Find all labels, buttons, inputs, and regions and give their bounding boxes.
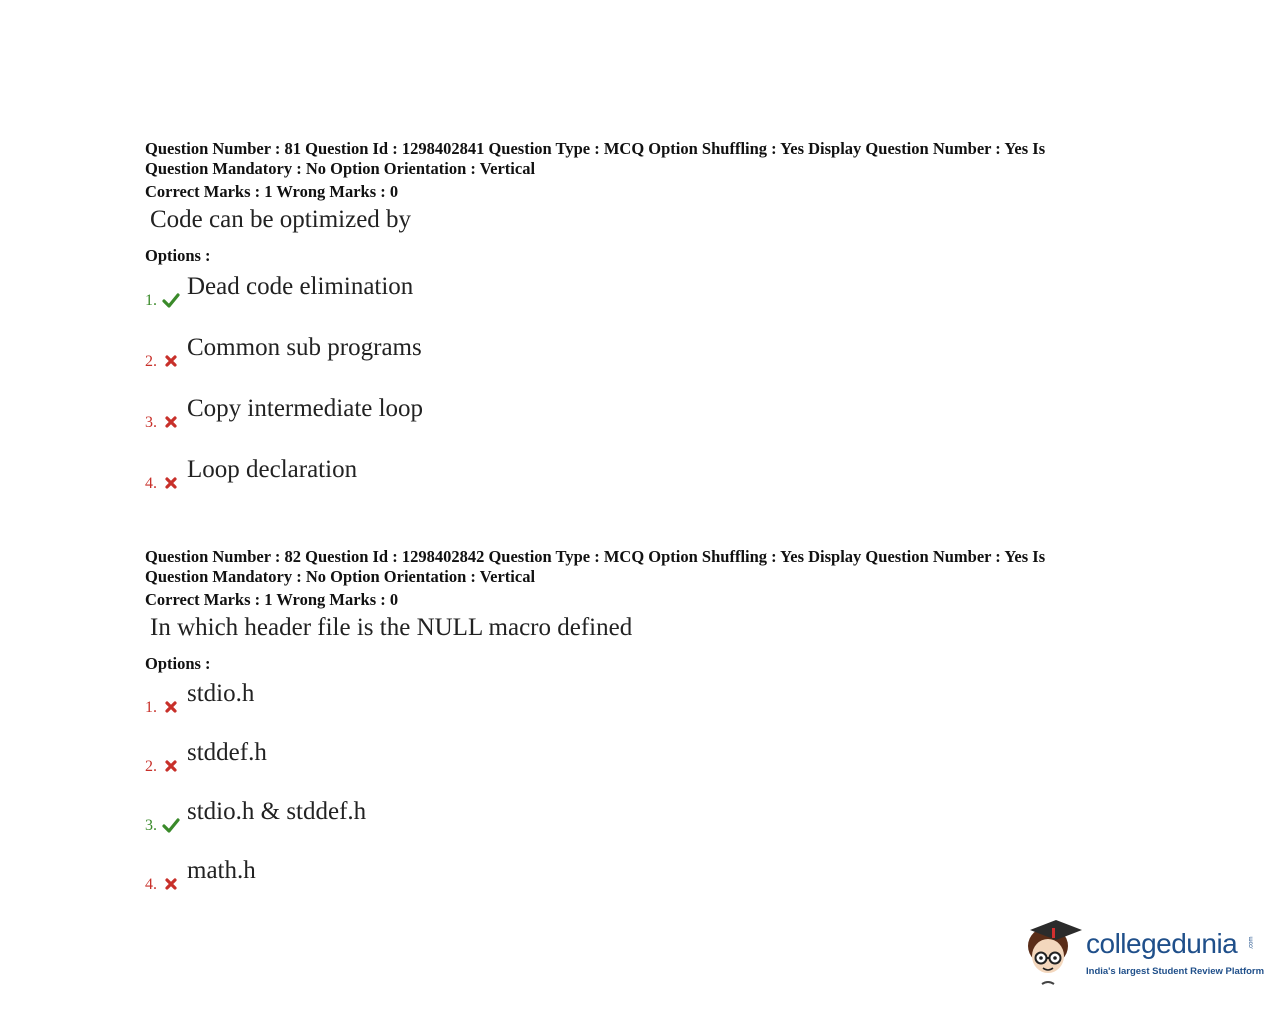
question-81 — [145, 139, 1105, 516]
options-label: Options : — [145, 246, 211, 265]
option-4 — [145, 856, 1105, 915]
option-3 — [145, 394, 1105, 455]
option-number: 2. — [145, 758, 157, 775]
cross-icon — [162, 757, 180, 775]
option-1 — [145, 272, 1105, 333]
option-number: 3. — [145, 414, 157, 431]
option-4 — [145, 455, 1105, 516]
option-3 — [145, 797, 1105, 856]
mascot-icon — [1022, 916, 1084, 988]
brand-tagline: India's largest Student Review Platform — [1086, 966, 1265, 977]
option-text: Copy intermediate loop — [187, 395, 424, 422]
question-82 — [145, 547, 1105, 915]
question-marks: Correct Marks : 1 Wrong Marks : 0 — [145, 182, 399, 201]
option-2 — [145, 738, 1105, 797]
question-meta — [145, 139, 1105, 179]
option-number: 4. — [145, 475, 157, 492]
cross-icon — [162, 474, 180, 492]
check-icon — [162, 291, 180, 309]
options-list — [145, 679, 1105, 915]
question-text: Code can be optimized by — [150, 206, 412, 233]
option-2 — [145, 333, 1105, 394]
question-text: In which header file is the NULL macro defined — [150, 614, 633, 641]
options-list — [145, 272, 1105, 516]
option-number: 1. — [145, 699, 157, 716]
cross-icon — [162, 413, 180, 431]
options-label: Options : — [145, 654, 211, 673]
option-number: 1. — [145, 292, 157, 309]
option-number: 2. — [145, 353, 157, 370]
question-meta-line1: Question Number : 81 Question Id : 1298402841 Question Type : MCQ Option Shuffling : Yes Display Question Number : Yes Is — [145, 139, 1046, 158]
question-meta-line2: Question Mandatory : No Option Orientation : Vertical — [145, 159, 536, 178]
brand-name: collegedunia — [1086, 928, 1238, 959]
collegedunia-logo[interactable] — [1022, 916, 1265, 988]
option-text: math.h — [187, 857, 256, 884]
option-number: 4. — [145, 876, 157, 893]
option-text: stddef.h — [187, 739, 267, 766]
option-text: stdio.h & stddef.h — [187, 798, 367, 825]
question-meta-line2: Question Mandatory : No Option Orientation : Vertical — [145, 567, 536, 586]
option-text: Loop declaration — [187, 456, 358, 483]
question-meta-line1: Question Number : 82 Question Id : 1298402842 Question Type : MCQ Option Shuffling : Yes Display Question Number : Yes Is — [145, 547, 1046, 566]
question-meta — [145, 547, 1105, 587]
question-marks: Correct Marks : 1 Wrong Marks : 0 — [145, 590, 399, 609]
cross-icon — [162, 875, 180, 893]
option-number: 3. — [145, 817, 157, 834]
option-text: Common sub programs — [187, 334, 422, 361]
brand-domain-suffix: .com — [1248, 936, 1255, 950]
check-icon — [162, 816, 180, 834]
cross-icon — [162, 352, 180, 370]
option-text: stdio.h — [187, 680, 255, 707]
cross-icon — [162, 698, 180, 716]
option-text: Dead code elimination — [187, 273, 414, 300]
option-1 — [145, 679, 1105, 738]
